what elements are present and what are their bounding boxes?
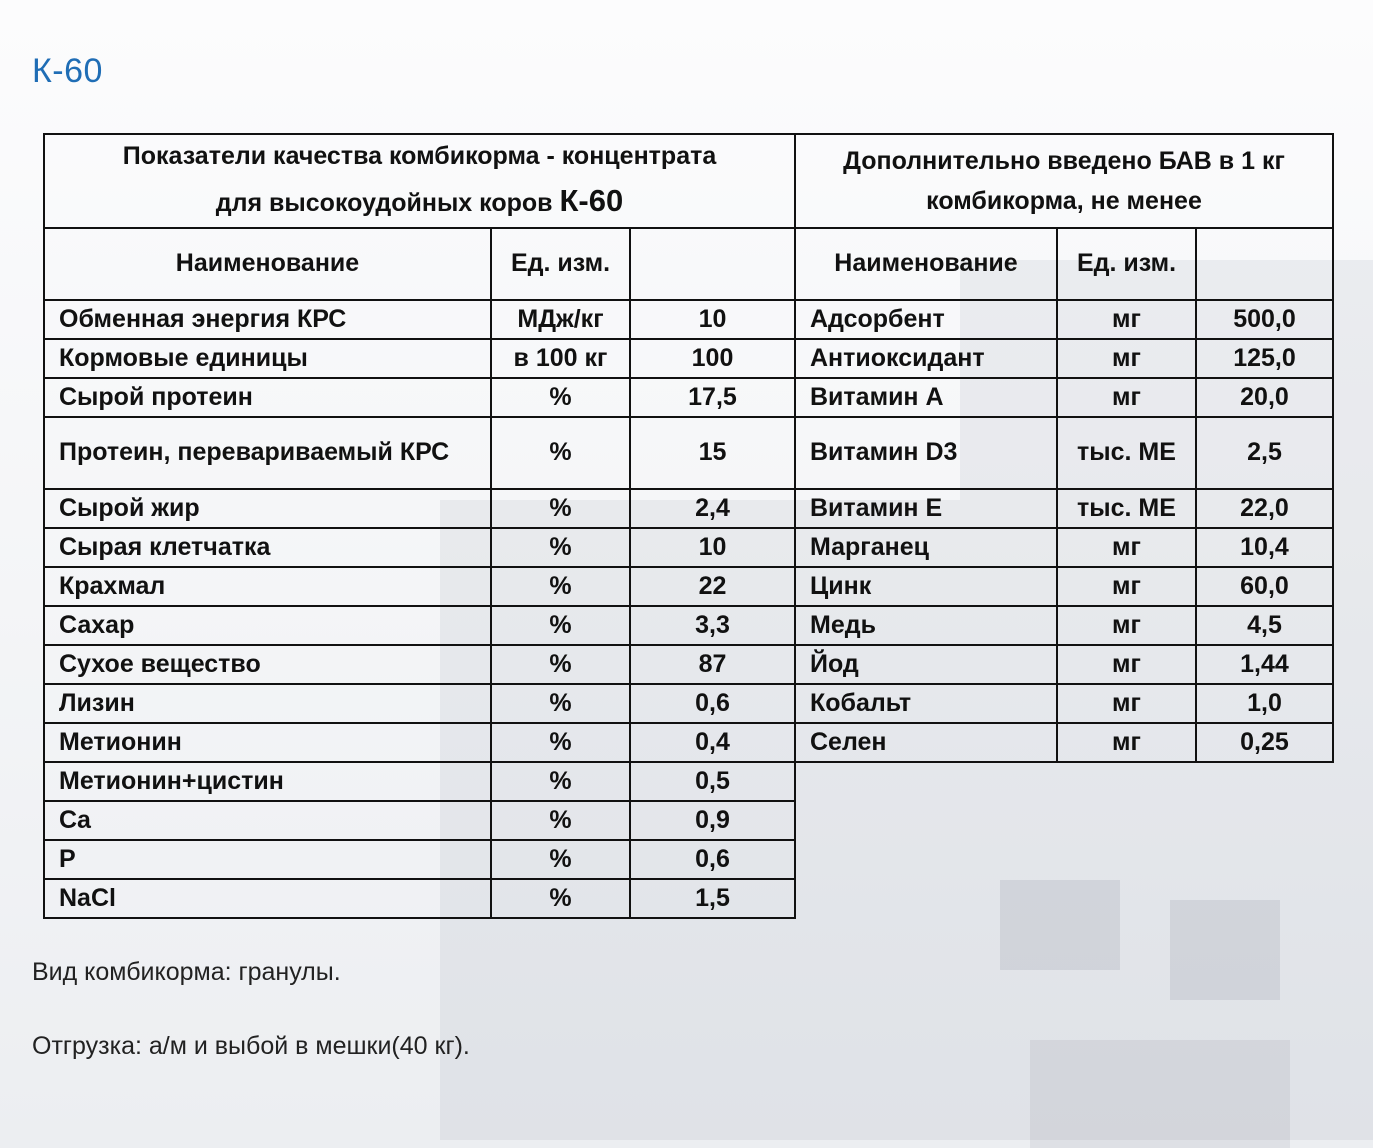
cell-value: 22 xyxy=(630,567,795,606)
table-row xyxy=(44,606,795,645)
quality-header-line2: для высокоудойных коров xyxy=(215,189,553,218)
cell-unit: % xyxy=(491,378,630,417)
cell-unit: % xyxy=(491,762,630,801)
cell-unit: МДж/кг xyxy=(491,300,630,339)
cell-unit: мг xyxy=(1057,567,1196,606)
cell-unit: % xyxy=(491,879,630,918)
cell-name: Йод xyxy=(795,645,1057,684)
cell-unit: тыс. МЕ xyxy=(1057,489,1196,528)
table-row xyxy=(44,417,795,489)
cell-name: Адсорбент xyxy=(795,300,1057,339)
cell-value: 100 xyxy=(630,339,795,378)
cell-name: Крахмал xyxy=(44,567,491,606)
cell-name: Сахар xyxy=(44,606,491,645)
cell-value: 0,6 xyxy=(630,684,795,723)
cell-unit: мг xyxy=(1057,684,1196,723)
cell-name: Марганец xyxy=(795,528,1057,567)
cell-value: 0,6 xyxy=(630,840,795,879)
table-row xyxy=(44,489,795,528)
table-row xyxy=(795,723,1333,762)
cell-unit: % xyxy=(491,645,630,684)
cell-name: NaCl xyxy=(44,879,491,918)
table-row xyxy=(795,684,1333,723)
cell-unit: мг xyxy=(1057,723,1196,762)
table-row xyxy=(795,606,1333,645)
cell-unit: мг xyxy=(1057,378,1196,417)
cell-value: 0,5 xyxy=(630,762,795,801)
cell-value: 125,0 xyxy=(1196,339,1333,378)
cell-value: 1,0 xyxy=(1196,684,1333,723)
cell-name: Метионин+цистин xyxy=(44,762,491,801)
cell-name: Кормовые единицы xyxy=(44,339,491,378)
cell-value: 22,0 xyxy=(1196,489,1333,528)
cell-unit: в 100 кг xyxy=(491,339,630,378)
cell-unit: мг xyxy=(1057,528,1196,567)
table-row xyxy=(44,684,795,723)
bav-table-header: Дополнительно введено БАВ в 1 кг комбикорма, не менее xyxy=(795,134,1333,228)
table-row xyxy=(44,879,795,918)
table-row xyxy=(44,801,795,840)
quality-header-line1: Показатели качества комбикорма - концентрата xyxy=(122,142,717,171)
cell-value: 10,4 xyxy=(1196,528,1333,567)
cell-value: 17,5 xyxy=(630,378,795,417)
cell-name: Кобальт xyxy=(795,684,1057,723)
cell-name: Сырая клетчатка xyxy=(44,528,491,567)
cell-name: Медь xyxy=(795,606,1057,645)
table-row xyxy=(795,378,1333,417)
table-row xyxy=(44,528,795,567)
cell-value: 0,25 xyxy=(1196,723,1333,762)
column-header-name: Наименование xyxy=(795,228,1057,300)
table-row xyxy=(795,489,1333,528)
cell-name: Протеин, перевариваемый КРС xyxy=(44,417,491,489)
cell-name: Витамин D3 xyxy=(795,417,1057,489)
cell-unit: тыс. МЕ xyxy=(1057,417,1196,489)
cell-unit: % xyxy=(491,606,630,645)
cell-unit: мг xyxy=(1057,339,1196,378)
cell-name: Цинк xyxy=(795,567,1057,606)
cell-name: Метионин xyxy=(44,723,491,762)
cell-value: 60,0 xyxy=(1196,567,1333,606)
cell-value: 10 xyxy=(630,528,795,567)
cell-unit: % xyxy=(491,567,630,606)
cell-name: P xyxy=(44,840,491,879)
table-row xyxy=(795,567,1333,606)
table-row xyxy=(795,339,1333,378)
cell-value: 3,3 xyxy=(630,606,795,645)
cell-unit: мг xyxy=(1057,300,1196,339)
cell-value: 0,9 xyxy=(630,801,795,840)
cell-value: 2,4 xyxy=(630,489,795,528)
column-header-value xyxy=(630,228,795,300)
cell-name: Сухое вещество xyxy=(44,645,491,684)
quality-table-header xyxy=(44,134,795,228)
table-row xyxy=(795,417,1333,489)
bav-additives-table xyxy=(794,133,1334,763)
table-row xyxy=(44,723,795,762)
cell-name: Сырой жир xyxy=(44,489,491,528)
feed-form-note: Вид комбикорма: гранулы. xyxy=(32,958,341,986)
cell-value: 15 xyxy=(630,417,795,489)
cell-unit: % xyxy=(491,489,630,528)
cell-unit: % xyxy=(491,528,630,567)
cell-name: Обменная энергия КРС xyxy=(44,300,491,339)
table-row xyxy=(44,645,795,684)
column-header-unit: Ед. изм. xyxy=(491,228,630,300)
table-row xyxy=(44,840,795,879)
document-title: К-60 xyxy=(32,52,103,90)
cell-unit: мг xyxy=(1057,645,1196,684)
cell-value: 1,44 xyxy=(1196,645,1333,684)
cell-value: 2,5 xyxy=(1196,417,1333,489)
cell-name: Лизин xyxy=(44,684,491,723)
cell-name: Селен xyxy=(795,723,1057,762)
cell-value: 10 xyxy=(630,300,795,339)
cell-unit: % xyxy=(491,840,630,879)
quality-indicators-table xyxy=(43,133,796,919)
table-row xyxy=(795,300,1333,339)
cell-name: Ca xyxy=(44,801,491,840)
cell-value: 4,5 xyxy=(1196,606,1333,645)
cell-name: Витамин Е xyxy=(795,489,1057,528)
cell-unit: % xyxy=(491,801,630,840)
cell-unit: % xyxy=(491,417,630,489)
cell-unit: % xyxy=(491,723,630,762)
cell-name: Витамин А xyxy=(795,378,1057,417)
table-row xyxy=(795,528,1333,567)
table-row xyxy=(44,378,795,417)
table-row xyxy=(795,645,1333,684)
cell-value: 500,0 xyxy=(1196,300,1333,339)
cell-value: 87 xyxy=(630,645,795,684)
column-header-name: Наименование xyxy=(44,228,491,300)
cell-unit: % xyxy=(491,684,630,723)
table-row xyxy=(44,762,795,801)
cell-name: Сырой протеин xyxy=(44,378,491,417)
quality-header-code: К-60 xyxy=(559,183,624,219)
shipping-note: Отгрузка: а/м и выбой в мешки(40 кг). xyxy=(32,1032,470,1060)
cell-value: 1,5 xyxy=(630,879,795,918)
table-row xyxy=(44,567,795,606)
column-header-value xyxy=(1196,228,1333,300)
column-header-unit: Ед. изм. xyxy=(1057,228,1196,300)
cell-value: 0,4 xyxy=(630,723,795,762)
cell-value: 20,0 xyxy=(1196,378,1333,417)
cell-unit: мг xyxy=(1057,606,1196,645)
table-row xyxy=(44,339,795,378)
table-row xyxy=(44,300,795,339)
cell-name: Антиоксидант xyxy=(795,339,1057,378)
